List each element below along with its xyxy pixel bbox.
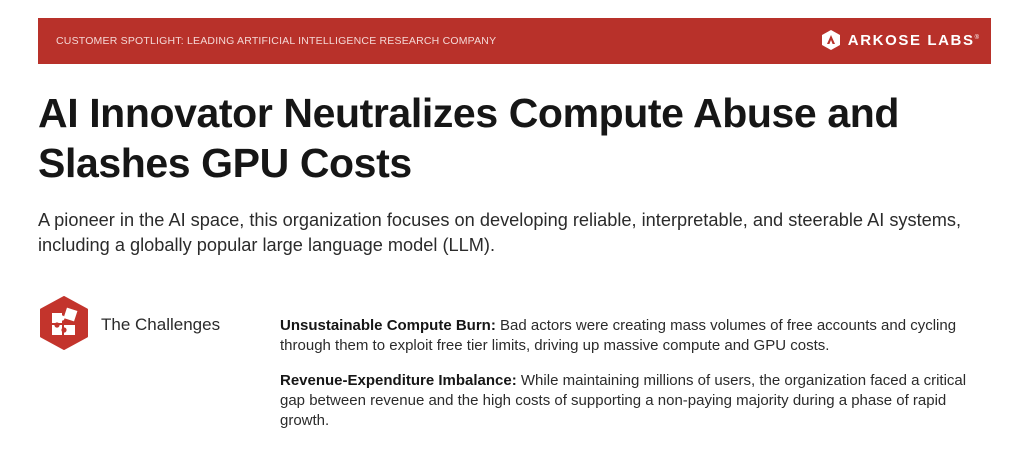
challenge-text: Bad actors were creating mass volumes of free accounts and cycling through them to exploit free tier limits, driving up massive compute and GPU costs. [280, 317, 957, 354]
challenge-heading: Unsustainable Compute Burn: [280, 317, 496, 334]
puzzle-hexagon-icon [38, 296, 90, 350]
brand-name: ARKOSE LABS® [847, 31, 979, 49]
challenges-list [280, 316, 980, 446]
challenge-text: While maintaining millions of users, the organization faced a critical gap between revenue and the high costs of supporting a non-paying majority during a phase of rapid growth. [280, 372, 967, 429]
page-title: AI Innovator Neutralizes Compute Abuse and Slashes GPU Costs [38, 90, 900, 186]
brand-logo[interactable] [821, 29, 979, 51]
challenges-title: The Challenges [101, 315, 221, 334]
intro-paragraph: A pioneer in the AI space, this organization focuses on developing reliable, interpretable, and steerable AI systems, including a globally popular large language model (LLM). [38, 210, 962, 255]
challenge-heading: Revenue-Expenditure Imbalance: [280, 372, 517, 389]
challenge-item [280, 316, 980, 356]
challenge-item [280, 371, 980, 431]
spotlight-label: CUSTOMER SPOTLIGHT: LEADING ARTIFICIAL INTELLIGENCE RESEARCH COMPANY [56, 35, 497, 47]
spotlight-banner [38, 18, 991, 64]
arkose-logo-icon [821, 29, 841, 51]
